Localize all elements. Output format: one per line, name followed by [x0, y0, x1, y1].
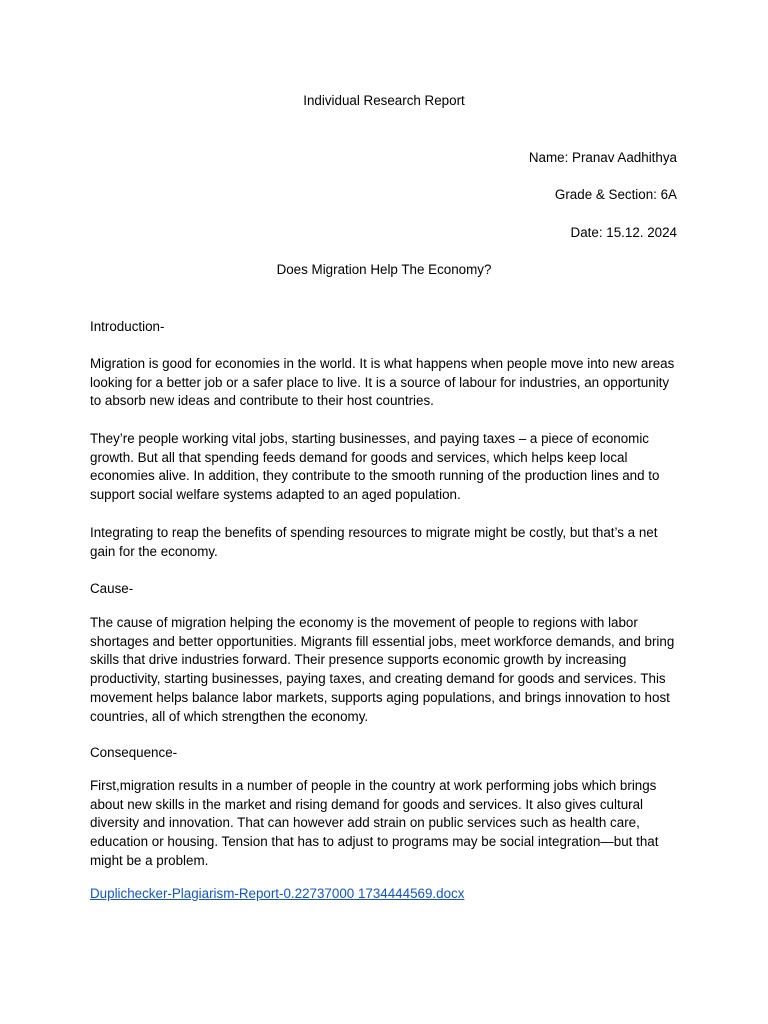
plagiarism-report-link[interactable]: Duplichecker-Plagiarism-Report-0.22737000 1734444569.docx — [90, 886, 465, 901]
cause-paragraph: The cause of migration helping the economy is the movement of people to regions with labor shortages and better opportunities. Migrants fill essential jobs, meet workforce demands, and bring skills that drive industries forward. Their presence supports economic growth by increasing productivity, starting businesses, paying taxes, and creating demand for goods and services. This movement helps balance labor markets, supports aging populations, and brings innovation to host countries, all of which strengthen the economy. — [90, 615, 675, 724]
introduction-heading: Introduction- — [90, 319, 165, 334]
introduction-paragraph-3: Integrating to reap the benefits of spending resources to migrate might be costly, but that’s a net gain for the economy. — [90, 525, 658, 559]
introduction-paragraph-2: They’re people working vital jobs, starting businesses, and paying taxes – a piece of economic growth. But all that spending feeds demand for goods and services, which helps keep local economies alive. In addition, they contribute to the smooth running of the production lines and to support social welfare systems adapted to an aged population. — [90, 431, 660, 503]
cause-heading: Cause- — [90, 581, 134, 596]
report-title: Individual Research Report — [303, 93, 465, 108]
consequence-heading: Consequence- — [90, 745, 178, 760]
grade-section: Grade & Section: 6A — [554, 187, 677, 202]
introduction-paragraph-1: Migration is good for economies in the world. It is what happens when people move into new areas looking for a better job or a safer place to live. It is a source of labour for industries, an opportunity to absorb new ideas and contribute to their host countries. — [90, 356, 675, 409]
student-name: Name: Pranav Aadhithya — [528, 150, 677, 165]
research-question: Does Migration Help The Economy? — [276, 262, 492, 277]
report-date: Date: 15.12. 2024 — [570, 225, 677, 240]
consequence-paragraph: First,migration results in a number of people in the country at work performing jobs which brings about new skills in the market and rising demand for goods and services. It also gives cultural diversity and innovation. That can however add strain on public services such as health care, education or housing. Tension that has to adjust to programs may be social integration—but that might be a problem. — [90, 778, 659, 868]
